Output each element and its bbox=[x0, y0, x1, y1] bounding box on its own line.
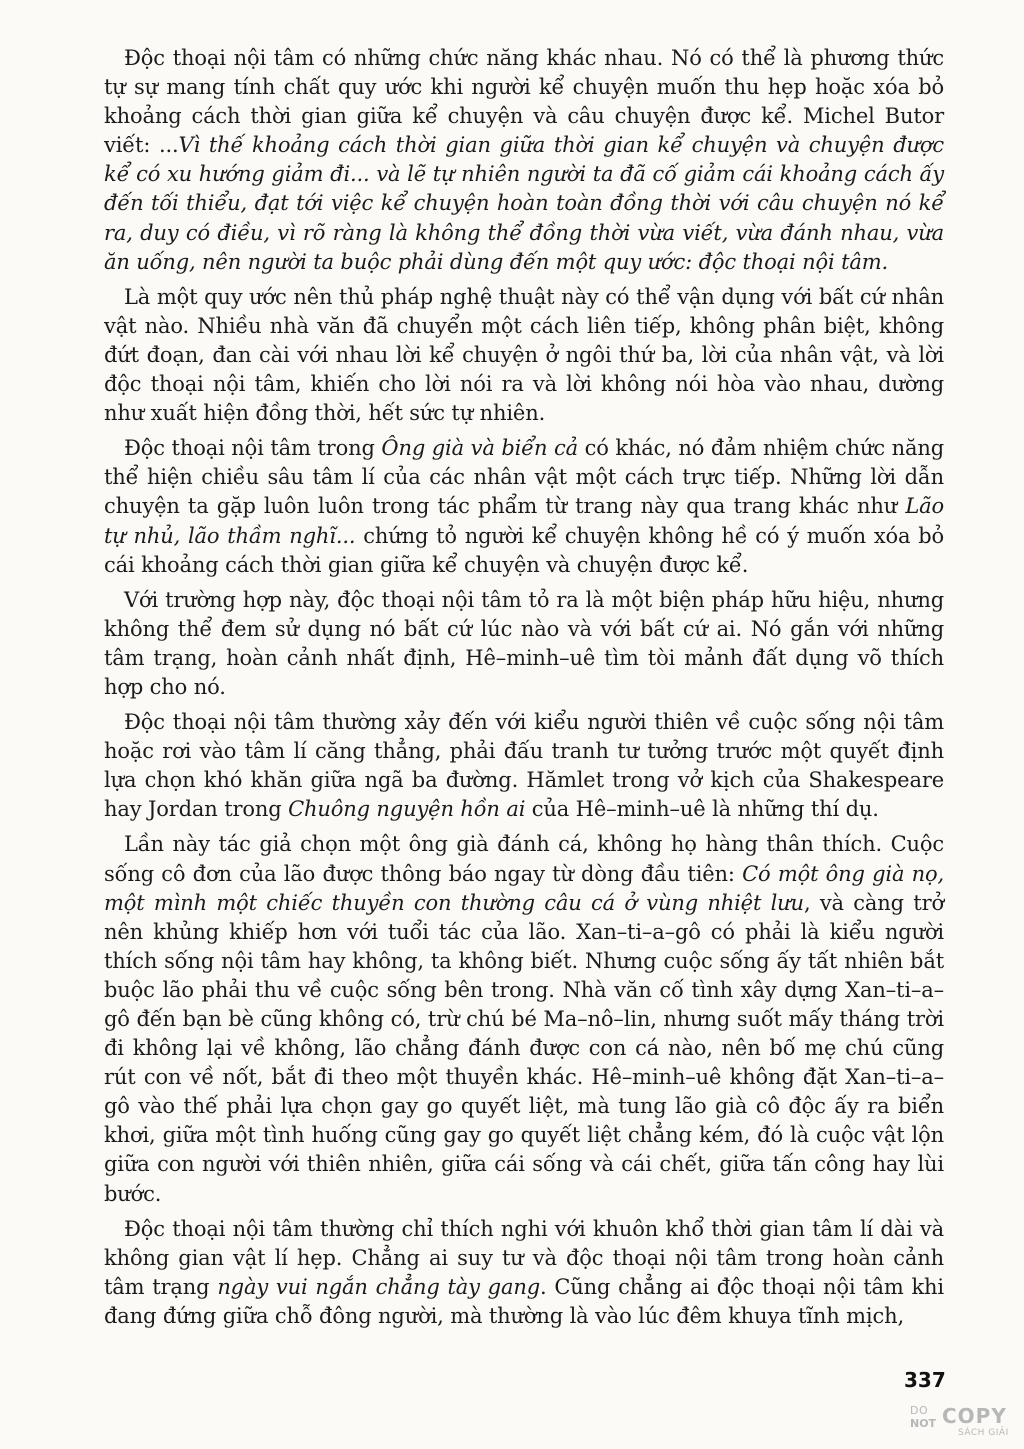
quote-text: Có một ông già nọ, một mình một chiếc thuyền con thường câu cá ở vùng nhiệt lưu bbox=[104, 861, 944, 915]
watermark-source: SÁCH GIẢI bbox=[958, 1428, 1009, 1438]
paragraph-4 bbox=[104, 586, 944, 702]
book-title: Ông già và biển cả bbox=[381, 436, 578, 461]
paragraph-text: của Hê–minh–uê là những thí dụ. bbox=[525, 797, 879, 822]
paragraph-text: Độc thoại nội tâm có những chức năng khác nhau. Nó có thể là phương thức tự sự mang tính chất quy ước khi người kể chuyện muốn thu hẹp hoặc xóa bỏ khoảng cách thời gian giữa kể chuyện và câu chuyện được kể. Michel Butor viết: ... bbox=[104, 46, 944, 158]
paragraph-5 bbox=[104, 708, 944, 824]
paragraph-6 bbox=[104, 830, 944, 1208]
paragraph-2 bbox=[104, 283, 944, 428]
watermark-copy: COPY bbox=[942, 1404, 1007, 1428]
idiom-text: ngày vui ngắn chẳng tày gang bbox=[217, 1274, 541, 1299]
paragraph-text: có khác, nó đảm nhiệm chức năng thể hiện chiều sâu tâm lí của các nhân vật một cách trực tiếp. Những lời dẫn chuyện ta gặp luôn luôn trong tác phẩm từ trang này qua trang khác như bbox=[104, 436, 944, 519]
paragraph-text: Độc thoại nội tâm trong bbox=[124, 436, 382, 461]
paragraph-1 bbox=[104, 44, 944, 277]
paragraph-text: Độc thoại nội tâm thường chỉ thích nghi với khuôn khổ thời gian tâm lí dài và không gian vật lí hẹp. Chẳng ai suy tư và độc thoại nội tâm trong hoàn cảnh tâm trạng bbox=[104, 1216, 944, 1299]
paragraph-7 bbox=[104, 1215, 944, 1331]
paragraph-text: chứng tỏ người kể chuyện không hề có ý muốn xóa bỏ cái khoảng cách thời gian giữa kể chuyện và chuyện được kể. bbox=[104, 523, 944, 577]
watermark-not: NOT bbox=[910, 1417, 937, 1430]
paragraph-3 bbox=[104, 434, 944, 579]
quote-text: Lão tự nhủ, lão thầm nghĩ... bbox=[104, 494, 944, 548]
paragraph-text: , và càng trở nên khủng khiếp hơn với tuổi tác của lão. Xan–ti–a–gô có phải là kiểu người thích sống nội tâm hay không, ta không biết. Nhưng cuộc sống ấy tất nhiên bắt buộc lão phải thu về cuộc sống bên trong. Nhà văn cố tình xây dựng Xan–ti–a–gô đến bạn bè cũng không có, trừ chú bé Ma–nô–lin, nhưng suốt mấy tháng trời đi không lại về không, lão chẳng đánh được con cá nào, nên bố mẹ chú cũng rút con về nốt, bắt đi theo một thuyền khác. Hê–minh–uê không đặt Xan–ti–a–gô vào thế phải lựa chọn gay go quyết liệt, mà tung lão già cô độc ấy ra biển khơi, giữa một tình huống cũng gay go quyết liệt chẳng kém, đó là cuộc vật lộn giữa con người với thiên nhiên, giữa cái sống và cái chết, giữa tấn công hay lùi bước. bbox=[104, 890, 944, 1206]
paragraph-text: . Cũng chẳng ai độc thoại nội tâm khi đang đứng giữa chỗ đông người, mà thường là vào lúc đêm khuya tĩnh mịch, bbox=[104, 1274, 944, 1328]
page-number: 337 bbox=[904, 1368, 946, 1392]
quote-text: Vì thế khoảng cách thời gian giữa thời gian kể chuyện và chuyện được kể có xu hướng giảm đi... và lẽ tự nhiên người ta đã cố giảm cái khoảng cách ấy đến tối thiểu, đạt tới việc kể chuyện hoàn toàn đồng thời với câu chuyện nó kể ra, duy có điều, vì rõ ràng là không thể đồng thời vừa viết, vừa đánh nhau, vừa ăn uống, nên người ta buộc phải dùng đến một quy ước: độc thoại nội tâm. bbox=[104, 133, 944, 274]
paragraph-text: Là một quy ước nên thủ pháp nghệ thuật này có thể vận dụng với bất cứ nhân vật nào. Nhiều nhà văn đã chuyển một cách liên tiếp, không phân biệt, không đứt đoạn, đan cài với nhau lời kể chuyện ở ngôi thứ ba, lời của nhân vật, và lời độc thoại nội tâm, khiến cho lời nói ra và lời không nói hòa vào nhau, dường như xuất hiện đồng thời, hết sức tự nhiên. bbox=[104, 284, 944, 426]
paragraph-text: Lần này tác giả chọn một ông già đánh cá, không họ hàng thân thích. Cuộc sống cô đơn của lão được thông báo ngay từ dòng đầu tiên: bbox=[104, 832, 944, 886]
book-title: Chuông nguyện hồn ai bbox=[288, 797, 526, 822]
watermark bbox=[910, 1404, 1016, 1444]
watermark-do: DO bbox=[910, 1404, 929, 1417]
page-body bbox=[104, 44, 944, 1337]
paragraph-text: Với trường hợp này, độc thoại nội tâm tỏ ra là một biện pháp hữu hiệu, nhưng không thể đem sử dụng nó bất cứ lúc nào và với bất cứ ai. Nó gắn với những tâm trạng, hoàn cảnh nhất định, Hê–minh–uê tìm tòi mảnh đất dụng võ thích hợp cho nó. bbox=[104, 587, 944, 699]
paragraph-text: Độc thoại nội tâm thường xảy đến với kiểu người thiên về cuộc sống nội tâm hoặc rơi vào tâm lí căng thẳng, phải đấu tranh tư tưởng trước một quyết định lựa chọn khó khăn giữa ngã ba đường. Hămlet trong vở kịch của Shakespeare hay Jordan trong bbox=[104, 710, 944, 822]
